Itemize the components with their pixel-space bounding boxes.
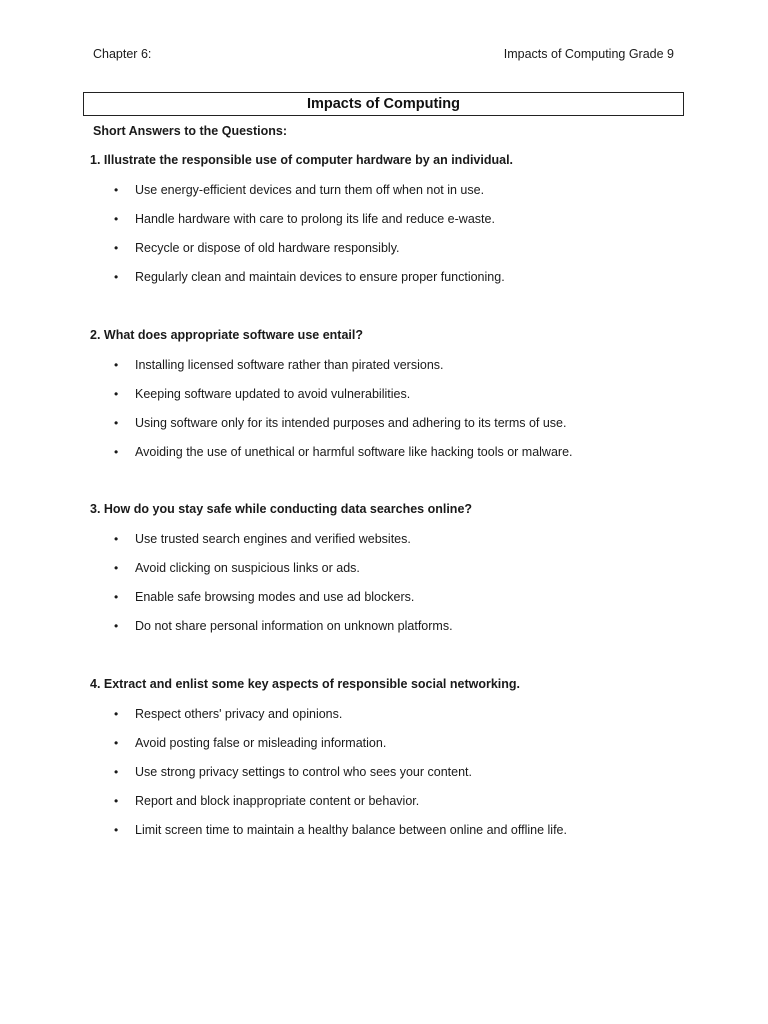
list-item (90, 269, 728, 285)
list-item (90, 560, 728, 576)
header-chapter-label: Chapter 6: (93, 47, 152, 61)
answer-text: Regularly clean and maintain devices to ensure proper functioning. (135, 270, 505, 284)
list-item (90, 706, 728, 722)
question-heading: 2. What does appropriate software use entail? (90, 328, 363, 342)
bullet-icon: • (114, 270, 119, 284)
list-item (90, 415, 728, 431)
header-course-label: Impacts of Computing Grade 9 (503, 47, 674, 61)
answer-list (90, 182, 728, 285)
answer-text: Use energy-efficient devices and turn them off when not in use. (135, 183, 485, 197)
bullet-icon: • (114, 445, 119, 459)
answer-text: Avoid clicking on suspicious links or ads. (135, 561, 360, 575)
list-item (90, 793, 728, 809)
answer-text: Report and block inappropriate content or behavior. (135, 794, 420, 808)
bullet-icon: • (114, 416, 119, 430)
list-item (90, 618, 728, 634)
bullet-icon: • (114, 707, 119, 721)
page-header (93, 47, 674, 65)
bullet-icon: • (114, 736, 119, 750)
list-item (90, 357, 728, 373)
question-heading: 4. Extract and enlist some key aspects of responsible social networking. (90, 677, 521, 691)
bullet-icon: • (114, 794, 119, 808)
answer-text: Use trusted search engines and verified websites. (135, 532, 411, 546)
question-heading: 1. Illustrate the responsible use of computer hardware by an individual. (90, 153, 514, 167)
list-item (90, 386, 728, 402)
answer-text: Use strong privacy settings to control who sees your content. (135, 765, 472, 779)
list-item (90, 735, 728, 751)
page-title: Impacts of Computing (306, 96, 461, 112)
question-block-1 (90, 152, 728, 285)
list-item (90, 444, 728, 460)
bullet-icon: • (114, 619, 119, 633)
bullet-icon: • (114, 183, 119, 197)
question-block-3 (90, 501, 728, 634)
answer-text: Using software only for its intended purposes and adhering to its terms of use. (135, 416, 567, 430)
bullet-icon: • (114, 590, 119, 604)
answer-text: Do not share personal information on unknown platforms. (135, 619, 453, 633)
bullet-icon: • (114, 212, 119, 226)
question-block-2 (90, 327, 728, 460)
bullet-icon: • (114, 241, 119, 255)
bullet-icon: • (114, 765, 119, 779)
bullet-icon: • (114, 387, 119, 401)
answer-text: Respect others' privacy and opinions. (135, 707, 343, 721)
answer-list (90, 357, 728, 460)
page-title-box (83, 92, 684, 116)
answer-text: Installing licensed software rather than pirated versions. (135, 358, 444, 372)
list-item (90, 211, 728, 227)
bullet-icon: • (114, 823, 119, 837)
question-block-4 (90, 676, 728, 838)
list-item (90, 240, 728, 256)
answer-text: Handle hardware with care to prolong its life and reduce e-waste. (135, 212, 495, 226)
answer-list (90, 706, 728, 838)
answer-text: Enable safe browsing modes and use ad blockers. (135, 590, 415, 604)
answer-text: Avoiding the use of unethical or harmful software like hacking tools or malware. (135, 445, 573, 459)
section-subtitle: Short Answers to the Questions: (93, 124, 288, 138)
answer-text: Avoid posting false or misleading information. (135, 736, 387, 750)
bullet-icon: • (114, 532, 119, 546)
bullet-icon: • (114, 561, 119, 575)
list-item (90, 764, 728, 780)
answer-text: Keeping software updated to avoid vulnerabilities. (135, 387, 411, 401)
answer-text: Limit screen time to maintain a healthy balance between online and offline life. (135, 823, 567, 837)
list-item (90, 822, 728, 838)
list-item (90, 182, 728, 198)
answer-list (90, 531, 728, 634)
answer-text: Recycle or dispose of old hardware responsibly. (135, 241, 400, 255)
list-item (90, 531, 728, 547)
question-heading: 3. How do you stay safe while conducting data searches online? (90, 502, 473, 516)
bullet-icon: • (114, 358, 119, 372)
list-item (90, 589, 728, 605)
